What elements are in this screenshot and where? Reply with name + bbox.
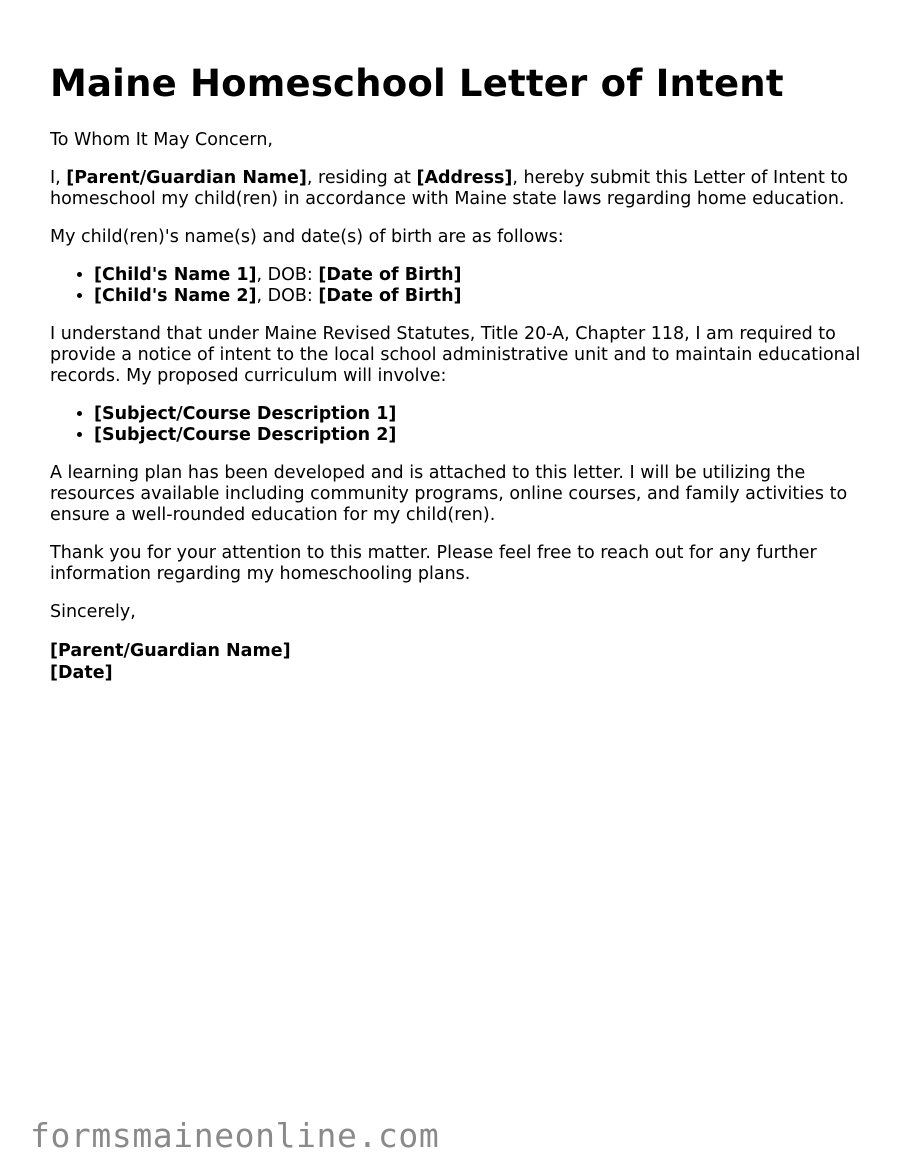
- dob-label: , DOB:: [256, 286, 319, 306]
- subject-placeholder: [Subject/Course Description 2]: [94, 425, 397, 445]
- dob-placeholder: [Date of Birth]: [318, 286, 462, 306]
- subjects-list: [50, 404, 870, 446]
- children-intro: My child(ren)'s name(s) and date(s) of birth are as follows:: [50, 227, 564, 247]
- letter-document: [50, 58, 870, 701]
- address-placeholder: [Address]: [416, 168, 513, 188]
- page-title: Maine Homeschool Letter of Intent: [50, 62, 784, 105]
- dob-label: , DOB:: [256, 265, 319, 285]
- child-name-placeholder: [Child's Name 2]: [94, 286, 257, 306]
- signature-block: [50, 640, 870, 684]
- statute-paragraph: I understand that under Maine Revised Statutes, Title 20-A, Chapter 118, I am required to provide a notice of intent to the local school administrative unit and to maintain educational records. My proposed curriculum will involve:: [50, 324, 861, 386]
- list-item: [94, 286, 870, 307]
- list-item: [94, 265, 870, 286]
- plan-paragraph: A learning plan has been developed and is attached to this letter. I will be utilizing the resources available including community programs, online courses, and family activities to ensure a well-rounded education for my child(ren).: [50, 463, 848, 525]
- child-name-placeholder: [Child's Name 1]: [94, 265, 257, 285]
- thanks-paragraph: Thank you for your attention to this matter. Please feel free to reach out for any further information regarding my homeschooling plans.: [50, 543, 817, 584]
- signature-name-placeholder: [Parent/Guardian Name]: [50, 641, 291, 661]
- intro-text-3: , hereby submit this Letter of Intent to homeschool my child(ren) in accordance with Maine state laws regarding home education.: [50, 168, 848, 209]
- salutation: To Whom It May Concern,: [50, 130, 273, 150]
- intro-text-1: I,: [50, 168, 67, 188]
- list-item: [94, 425, 870, 446]
- signature-date-placeholder: [Date]: [50, 663, 113, 683]
- list-item: [94, 404, 870, 425]
- parent-name-placeholder: [Parent/Guardian Name]: [66, 168, 307, 188]
- subject-placeholder: [Subject/Course Description 1]: [94, 404, 397, 424]
- intro-text-2: , residing at: [306, 168, 417, 188]
- closing: Sincerely,: [50, 602, 136, 622]
- dob-placeholder: [Date of Birth]: [318, 265, 462, 285]
- watermark: formsmaineonline.com: [30, 1116, 440, 1155]
- intro-paragraph: [50, 168, 870, 210]
- children-list: [50, 265, 870, 307]
